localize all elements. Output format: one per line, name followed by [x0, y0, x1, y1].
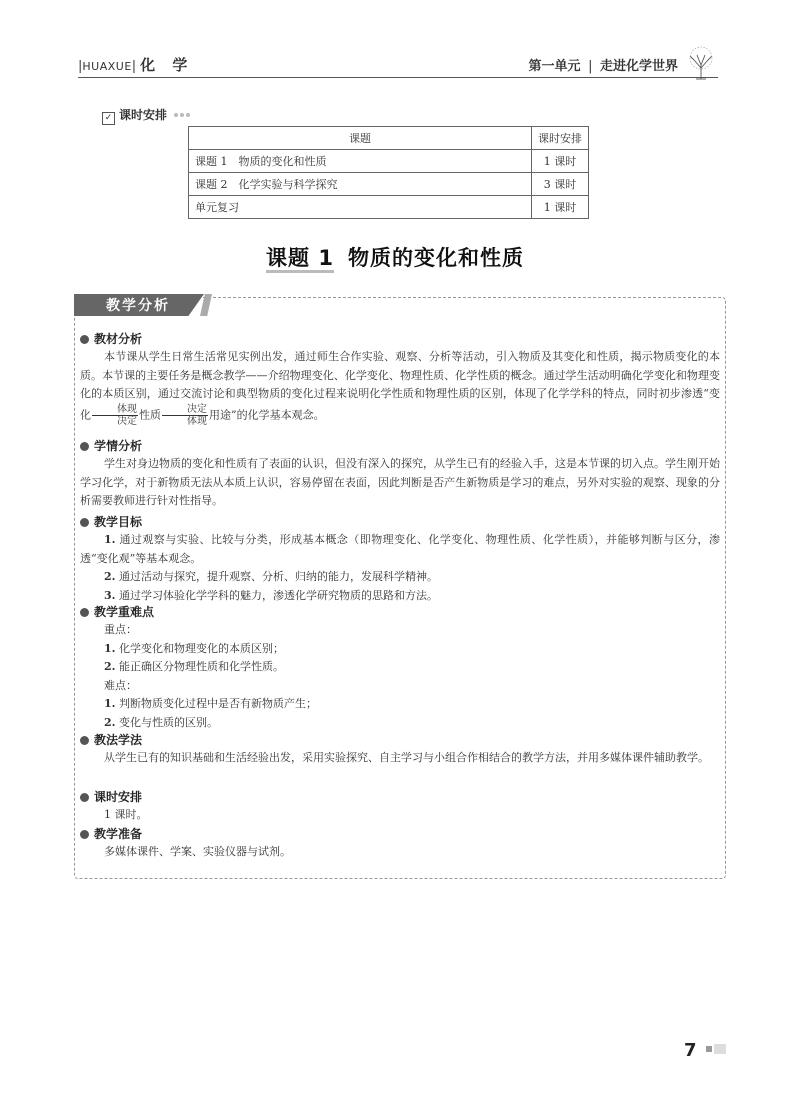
checkbox-icon: ✓: [102, 112, 115, 125]
bullet-icon: [80, 608, 89, 617]
header-subject-name: 化 学: [140, 56, 194, 74]
section-heading-text: 课时安排: [94, 790, 143, 804]
section-goals: [80, 513, 720, 605]
schedule-header-row: [189, 127, 589, 150]
item-text: 化学变化和物理变化的本质区别；: [118, 641, 284, 655]
item-text: 通过学习体验化学学科的魅力，渗透化学研究物质的思路和方法。: [118, 588, 438, 602]
section-heading: [80, 437, 720, 455]
section-body: 1 课时。: [104, 808, 148, 821]
analysis-tab: [74, 294, 214, 316]
schedule-topic: 课题 2 化学实验与科学探究: [189, 173, 532, 196]
bullet-icon: [80, 335, 89, 344]
section-hours: [80, 788, 720, 825]
schedule-col-topic: 课题: [189, 127, 532, 150]
section-prep: [80, 825, 720, 862]
body-text: 本节课从学生日常生活常见实例出发，通过师生合作实验、观察、分析等活动，引入物质及其变化和性质，揭示物质变化的本质。本节课的主要任务是概念教学——介绍物理变化、化学变化、物理性质、化学性质的概念。通过学生活动明确化学变化和物理变化的本质区别，通过交流讨论和典型物质的变化过程来说明化学性质和物理性质的区别，体现了化学学科的特点，同时初步渗透“变化: [80, 350, 720, 421]
tree-icon: [684, 46, 718, 80]
section-heading: [80, 825, 720, 843]
schedule-hours: 1 课时: [532, 196, 589, 219]
section-body: [80, 348, 720, 427]
section-textbook: [80, 330, 720, 427]
item-number: 2.: [104, 660, 116, 673]
table-row: [189, 173, 589, 196]
schedule-table: [188, 126, 589, 219]
schedule-label-dots: [174, 113, 190, 117]
body-text: 性质: [139, 408, 161, 421]
item-text: 能正确区分物理性质和化学性质。: [118, 660, 284, 673]
fraction-top: 决定: [162, 404, 208, 416]
bullet-icon: [80, 736, 89, 745]
item-number: 1.: [104, 641, 116, 655]
table-row: [189, 150, 589, 173]
fraction-arrow: [92, 404, 138, 427]
lesson-number: 课题 1: [266, 246, 334, 273]
schedule-hours: 1 课时: [532, 150, 589, 173]
section-heading: [80, 513, 720, 531]
section-key-points: [80, 603, 720, 732]
list-item: [80, 695, 720, 714]
section-heading-text: 教材分析: [94, 332, 143, 346]
list-item: [80, 531, 720, 568]
header-unit: 第一单元 | 走进化学世界: [528, 59, 678, 74]
section-heading: [80, 731, 720, 749]
item-number: 2.: [104, 715, 116, 729]
list-item: [80, 658, 720, 677]
bullet-icon: [80, 518, 89, 527]
page-number: 7: [684, 1040, 697, 1061]
item-text: 通过观察与实验、比较与分类，形成基本概念（即物理变化、化学变化、物理性质、化学性质），并能够判断与区分，渗透“变化观”等基本观念。: [80, 533, 721, 565]
header-unit-title: 走进化学世界: [599, 59, 678, 74]
fraction-top: 体现: [92, 404, 138, 416]
list-item: [80, 714, 720, 733]
bullet-icon: [80, 830, 89, 839]
schedule-topic: 课题 1 物质的变化和性质: [189, 150, 532, 173]
section-heading-text: 学情分析: [94, 439, 143, 453]
analysis-tab-label: 教学分析: [106, 298, 170, 314]
lesson-title: [0, 242, 790, 272]
schedule-label-text: 课时安排: [119, 108, 168, 122]
section-heading-text: 教学重难点: [94, 605, 155, 619]
header-unit-number: 第一单元: [528, 59, 581, 74]
lesson-title-text: 物质的变化和性质: [347, 246, 524, 270]
section-heading-text: 教学目标: [94, 515, 143, 529]
section-body: 学生对身边物质的变化和性质有了表面的认识，但没有深入的探究，从学生已有的经验入手，这是本节课的切入点。学生刚开始学习化学，对于新物质无法从本质上认识，容易停留在表面，因此判断是否产生新物质是学习的难点，另外对实验的观察、现象的分析需要教师进行针对性指导。: [80, 457, 720, 507]
header-tag: HUAXUE: [82, 60, 132, 73]
table-row: [189, 196, 589, 219]
bullet-icon: [80, 442, 89, 451]
page-header: [78, 50, 718, 78]
list-item: [80, 568, 720, 587]
item-number: 1.: [104, 533, 116, 546]
page-marker-light: [714, 1044, 726, 1054]
item-text: 判断物质变化过程中是否有新物质产生；: [118, 697, 317, 710]
fraction-bottom: 体现: [187, 415, 207, 427]
section-heading-text: 教学准备: [94, 827, 143, 841]
header-subject: |HUAXUE| 化 学: [78, 56, 194, 74]
analysis-tab-stripe: [200, 294, 212, 316]
section-methods: [80, 731, 720, 768]
section-heading: [80, 330, 720, 348]
key-label: 重点：: [104, 623, 137, 636]
page-marker: [706, 1046, 712, 1052]
schedule-col-hours: 课时安排: [532, 127, 589, 150]
section-students: [80, 437, 720, 511]
section-body: 从学生已有的知识基础和生活经验出发，采用实验探究、自主学习与小组合作相结合的教学方法，并用多媒体课件辅助教学。: [104, 751, 709, 764]
schedule-hours: 3 课时: [532, 173, 589, 196]
schedule-label: [102, 106, 167, 124]
difficulty-label: 难点：: [104, 678, 137, 692]
header-rule: [78, 77, 718, 78]
item-number: 1.: [104, 697, 116, 710]
item-number: 3.: [104, 588, 116, 602]
item-text: 通过活动与探究，提升观察、分析、归纳的能力，发展科学精神。: [118, 570, 438, 583]
schedule-topic: 单元复习: [189, 196, 532, 219]
list-item: [80, 640, 720, 659]
bullet-icon: [80, 793, 89, 802]
section-heading: [80, 788, 720, 806]
fraction-bottom: 决定: [117, 415, 137, 427]
section-heading: [80, 603, 720, 621]
item-number: 2.: [104, 570, 116, 583]
body-text: 用途”的化学基本观念。: [209, 408, 325, 421]
fraction-arrow: [162, 404, 208, 427]
section-heading-text: 教法学法: [94, 733, 143, 747]
section-body: 多媒体课件、学案、实验仪器与试剂。: [104, 845, 291, 858]
item-text: 变化与性质的区别。: [118, 715, 218, 729]
